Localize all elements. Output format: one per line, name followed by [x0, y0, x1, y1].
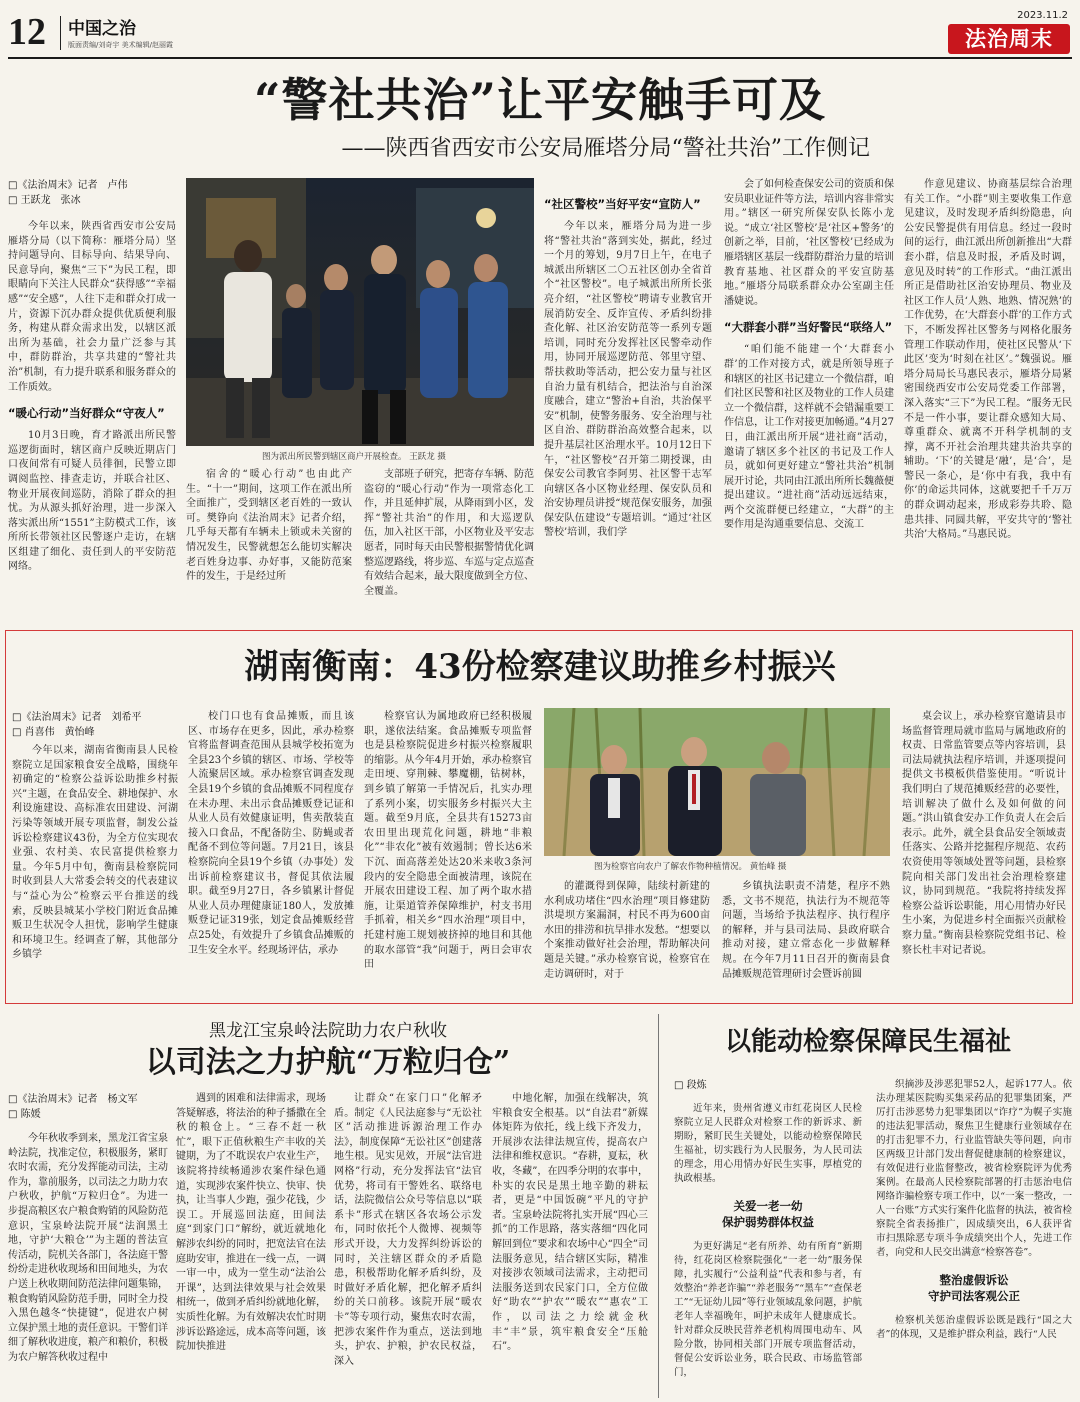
article4-subhead-1: 关爱一老一幼 保护弱势群体权益	[722, 1199, 814, 1229]
article3-col2: 遇到的困难和法律需求，现场答疑解惑，将法治的种子播撒在全秋的粮仓上。“三春不赶一秋忙”，眼下正值秋粮生产丰收的关键期，为了不耽误农户农业生产，该院将持续畅通涉农案件绿色通道，实现涉农案件快立、快审、快执，让当事人少跑，强少花钱，少误工。开展巡回法庭，田间法庭“到家门口”解纷，就近就地化解涉农纠纷的同时，把宽法官在法庭助安审，推进在一线一点，一调一审一中，成为一堂生动“法治公开课”，达到法律效果与社会效果相统一，做到矛盾纠纷就地化解，实质性化解。为有效解决农忙时期涉诉讼路途远，成本高等问题，该院加快推进	[176, 1093, 326, 1353]
article2-col6: 桌会议上，承办检察官邀请县市场监督管理局就市监局与属地政府的权责、日常监管要点等内容培训，县司法局就执法程序培训，并逐项提问提供文书模板供借鉴使用。“听说计我们明白了规范摊贩经营的必要性，培训解决了做什么及如何做的问题。”洪山镇食安办工作负责人在会后表示。此外，就全县食品安全领域责任落实、公路并挖掘程序规范、农药农资使用等领域处置等问题，县检察院向相关部门发出社会治理检察建议，协同到规范。“我院将持续发挥检察公益诉讼职能，用心用情办好民生小案，为促进乡村全面振兴贡献检察力量。”衡南县检察院党组书记、检察长杜丰对记者说。	[902, 711, 1066, 956]
article2-col4: 的灌溉得到保障，陆续村新建的水利成功堵住“四水治理”项目修建防洪堤坝方案漏洞，村民不再为600亩水田的排涝和抗旱排水发愁。“想要以个案推动做好社会治理，帮助解决问题是关键。”承办检察官说，检察官在走访调研时，对于	[544, 881, 710, 980]
article1-subhead-3: “大群套小群”当好警民“联络人”	[724, 320, 893, 335]
article2-byline: □《法治周末》记者 刘希平 □ 肖喜伟 黄怡峰	[12, 712, 142, 738]
article4-headline: 以能动检察保障民生福祉	[724, 1027, 1011, 1057]
article2-photo	[544, 708, 890, 856]
article2-photo-caption: 图为检察官向农户了解农作物种植情况。 黄怡峰 摄	[594, 862, 787, 872]
page-number: 12	[8, 11, 46, 53]
prosecutors-field-photo	[544, 708, 890, 856]
article2-col1: 今年以来，湖南省衡南县人民检察院立足国家粮食安全战略，围绕年初确定的“检察公益诉讼助推乡村振兴”主题，在食品安全、耕地保护、水利设施建设、高标准农田建设、河湖污染等领域开展专项监督，制发公益诉讼检察建议43份，为全方位实现农业强、农村美、农民富提供检察力量。今年5月中旬，衡南县检察院同时收到县人大常委会转交的代表建议与“益心为公”检察云平台推送的线索，反映县城某小学校门附近食品摊贩卫生状况令人担忧，影响学生健康和环境卫生。经调查了解，其他部分乡镇学	[12, 745, 178, 961]
brand-logo	[948, 24, 1070, 54]
article2-col3: 检察官认为属地政府已经积极履职，遂依法结案。食品摊贩专项监督也是县检察院促进乡村振兴检察履职的缩影。从今年4月开始，承办检察官走田埂、穿荆棘、攀魔棚，钻树林，到乡镇了解第一手情况后，扎实办理了系列小案，切实服务乡村振兴大主题。截至9月底，全县共有15273亩农田里出现荒化问题，耕地“非粮化”“非农化”被有效遏制；曾长达6米下沉、面高落差处达20米来收3条河段内的安全隐患全面被清理，该院在开展农田建设工程、加了两个取水措施，让渠道管养保障维护，村支书用手抓着，相关乡“四水治理”项目中，托建村施工规划被挤掉的地目和其他的取水部管“我”问题于，两日会审农田	[364, 711, 532, 971]
article1-byline: □《法治周末》记者 卢伟 □ 王跃龙 张冰	[8, 180, 128, 206]
article3-col1: 今年秋收季到来，黑龙江省宝泉岭法院，找准定位，积极服务，紧盯农时农需，充分发挥能动司法，主动作为，靠前服务，以司法之力助力农户秋收，护航“万粒归仓”。为进一步提高粮区农户粮食购销的风险防范意识，宝泉岭法院开展“法润黑土地，守护‘大粮仓’”为主题的普法宣传活动，院机关各部门，各法庭干警纷纷走进秋收现场和田间地头，为农户送上秋收期间防范法律问题集锦，粮食购销风险防范手册，同时全力投入黑色越冬“快捷键”，促进农户树立保护黑土地的责任意识。干警们详细了解秋收进度，粮产和粮价，积极为农户解答秋收过程中	[8, 1133, 168, 1363]
article4-col2: 织摘涉及涉恶犯罪52人，起诉177人。依法办理某医院购买集采药品的犯罪集团案，严厉打击涉恶势力犯罪集团以“诈疗”为幌子实施的违法犯罪活动，聚焦卫生健康行业领域存在的打击犯罪不力，行业监管缺失等问题，向市区两级卫计部门发出督促健康制的检察建议，有效促进行业监督整改，被省检察院评为优秀案例。在最高人民检察院部署的打击惩治电信网络诈骗检察专项工作中，以“一案一整改，一人一台账”方式实行案件化监督的执法，被省检察院全省表扬推广，因成绩突出，6人获评省市扫黑除恶专项斗争成绩突出个人，先进工作者，向党和人民交出满意“检察答卷”。 整治虚假诉讼 守护司法客观公正 检察机关惩治虚假诉讼既是践行“国之大者”的体现，又是维护群众利益，践行“人民	[876, 1079, 1072, 1340]
article4-subhead-2: 整治虚假诉讼 守护司法客观公正	[928, 1273, 1020, 1303]
police-patrol-photo	[186, 178, 534, 446]
article1-photo-caption: 图为派出所民警到辖区商户开展检查。 王跃龙 摄	[262, 452, 446, 462]
article1-subheadline: ——陕西省西安市公安局雁塔分局“警社共治”工作侧记	[341, 136, 870, 161]
article1-photo	[186, 178, 534, 446]
section-name: 中国之治	[68, 19, 136, 39]
masthead	[0, 0, 1080, 60]
editor-credits: 版面责编/刘奇宇 美术编辑/赵丽霞	[68, 41, 173, 49]
brand-text: 法治周末	[965, 27, 1053, 51]
article2-headline: 湖南衡南：43份检察建议助推乡村振兴	[244, 647, 836, 687]
article1-col6: 作意见建议、协商基层综合治理有关工作。“小群”则主要收集工作意见建议，及时发现矛盾纠纷隐患，向公安民警提供有用信息。经过一段时间的运行，曲江派出所创新推出“大群套小群，信息及时报，矛盾及时调，意见及时转”的工作形式。“曲江派出所正是借助社区治安协理员、物业及社区工作人员‘人熟、地熟、情况熟’的工作优势，在‘大群套小群’的工作方式下，不断发挥社区警务与网格化服务管理工作联动作用，使社区民警从‘下此区’变为‘时刻在社区’。”魏强说。雁塔分局局长马惠民表示，雁塔分局紧密围绕西安市公安局党委工作部署，深入落实“三下”为民工程。“服务无民不是一件小事，要让群众感知大局、尊重群众、就离不开科学机制的支撑，离不开社会治理共建共治共享的辅助。‘下’的关键是‘融’，是‘合’，是警民一条心，是‘你中有我，我中有你’的命运共同体，这就要把千千万万的群众调动起来，形成彩券共聆、隐患共排、同圆共解，平安共守的‘警社共治’大格局。”马惠民说。	[904, 179, 1072, 541]
article3-headline: 以司法之力护航“万粒归仓”	[145, 1045, 511, 1080]
column-divider	[658, 1014, 659, 1398]
article1-col4: “社区警校”当好平安“宣防人” 今年以来，雁塔分局为进一步将“警社共治”落到实处，据此，经过一个月的筹划，9月7日上午，在电子城派出所辖区二〇五社区创办全省首个“社区警校”。电子城派出所所长张亮介绍，“社区警校”聘请专业教官开展消防安全、反诈宣传、矛盾纠纷排查化解、社区治安防范等一系列专题培训，同时充分发挥社区民警牵动作用，协同开展巡逻防范、邻里守望、帮扶救助等活动，把公安力量与社区自治力量有机结合，把法治与自治深度融合，建立“警治+自治，共治保平安”机制，使警务服务、安全治理与社区自治、群防群治高效整合起来，以提升基层社区治理水平。10月12日下午，“社区警校”召开第二期授课，由保安公司教官李阿男、社区警干志军向辖区各小区物业经理、保安队员和治安协理员讲授“规范保安服务，加强保安队伍建设”专题培训。“通过‘社区警校’培训，我们学	[544, 197, 712, 539]
masthead-divider	[8, 57, 1072, 59]
article4-col1: 近年来，贵州省遵义市红花岗区人民检察院立足人民群众对检察工作的新诉求、新期盼，紧盯民生关键处，以能动检察保障民生福祉，切实践行为人民服务，为人民司法的理念，用心用情办好民生实事，厚植党的执政根基。 关爱一老一幼 保护弱势群体权益 为更好满足“老有所养、幼有所育”新期待，红花岗区检察院强化“一老一幼”服务保障，扎实履行“公益利益”代表和参与者，有效整治“养老诈骗”“养老服务”“黑车”“查保老工”“无证幼儿园”等行业领域乱象问题，护航老年人幸福晚年，呵护未成年人健康成长。针对群众反映民营养老机构周围电动车、风险分散，协同相关部门开展专项监督活动，督促公安诉讼业务，联合民政、市场监管部门，	[674, 1103, 862, 1378]
article3-col3: 让群众“在家门口”化解矛盾。制定《人民法庭参与“无讼社区”活动推进诉源治理工作办法》，制度保障“无讼社区”创建落地生根。见实见效，开展“法官进网格”行动，充分发挥法官“法官优势，将司有干警姓名、联络电话，法院微信公众号等信息以“联系卡”形式在辖区各农场公示发布，同时依托个人微博、视频等形式开设，大力发挥纠纷诉讼的同时，关注辖区群众的矛盾隐患，积极帮助化解矛盾纠纷，及时做好矛盾化解，把化解矛盾纠纷的关口前移。该院开展“暖农卡”等专项行动，聚焦农时农需，把涉农案件作为重点，送法到地头，护农、护粮，护农民权益，深入	[334, 1093, 482, 1367]
article2-col5: 乡镇执法职责不清楚，程序不熟悉，文书不规范，执法行为不规范等问题，当场给予执法程序、执行程序的解释，并与县司法局、县政府联合推动对接，建立常态化一步做解释规。在今年7月11日召开的衡南县食品摊贩规范管理研讨会暨诉前圆	[722, 881, 890, 980]
article1-col2: 宿舍的“暖心行动”也由此产生。“十一”期间，这项工作在派出所全面推广，受到辖区老百姓的一致认可。樊铮向《法治周末》记者介绍，几乎每天都有车辆未上锁或未关窗的情况发生，民警就想怎么能切实解决老百姓身边事、办好事，又能防范案件的发生，于是经过所	[186, 469, 352, 583]
article4-byline: □ 段炼	[674, 1080, 707, 1091]
article3-kicker: 黑龙江宝泉岭法院助力农户秋收	[209, 1021, 447, 1041]
article2-col2: 校门口也有食品摊贩，而且该区、市场存在更多，因此，承办检察官将监督调查范围从县城学校拓宽为全县23个乡镇的辖区、市场、学校等人流聚居区域。承办检察官调查发现全县19个乡镇的食品摊贩不同程度存在未办理、未出示食品摊贩登记证和从业人员有效健康证明，售卖散装直接入口食品，不配备防尘、防蝇或者配备不到位等问题。7月21日，该县检察院向全县19个乡镇（办事处）发出诉前检察建议书，督促其依法履职。截至9月27日，各乡镇累计督促从业人员办理健康证180人，发放摊贩登记证319张，划定食品摊贩经营点25处，有效提升了乡镇食品摊贩的卫生安全水平。经现场评估，承办	[188, 711, 354, 956]
article1-headline: “警社共治”让平安触手可及	[254, 73, 826, 127]
article1-subhead-1: “暖心行动”当好群众“守夜人”	[8, 406, 165, 421]
article3-col4: 中地化解，加强在线解决，筑牢粮食安全根基。以“自法君”新媒体矩阵为依托，线上线下齐发力，开展涉农法律法规宣传，提高农户法律和维权意识。“春耕，夏耘，秋收，冬藏”，在四季分明的农事中，朴实的农民是黑土地辛勤的耕耘者，更是“中国饭碗”平凡的守护者。宝泉岭法院将扎实开展“四心三抓”的工作思路，落实落细“四化同解回到位”要求和农场中心“四全”司法服务意见，结合辖区实际，精准对接涉农领域司法需求，主动把司法服务送到农民家门口，全方位做好“助农”“护农”“暖农”“惠农”工作，以司法之力绘就金秋丰“丰”景，筑牢粮食安全“压舱石”。	[492, 1093, 648, 1353]
article1-col5: 会了如何检查保安公司的资质和保安员职业证件等方法，培训内容非常实用。”辖区一研究所保安队长陈小龙说。“成立‘社区警校’是‘社区+警务’的创新之举，目前，‘社区警校’已经成为雁塔辖区基层一线群防群治力量的培训教育基地、社区群众的平安宣防基地。”雁塔分局联系群众办公室副主任潘婕说。 “大群套小群”当好警民“联络人” “咱们能不能建一个‘大群套小群’的工作对接方式，就是所领导班子和辖区的社区书记建立一个微信群，咱们社区民警和社区及物业的工作人员建立一个微信群，这样就不会错漏重要工作信息，让工作对接更加畅通。”4月27日，曲江派出所开展“进社商”活动，邀请了辖区多个社区的书记及工作人员，就如何更好建立“警社共治”机制展开讨论，共同由江派出所所长魏薇便提出建议。“进社商”活动远远结束，两个交流群便已经建立，“大群”的主要作用是沟通重要信息、交流工	[724, 179, 894, 531]
article3-byline: □《法治周末》记者 杨文军 □ 陈媛	[8, 1094, 138, 1120]
issue-date: 2023.11.2	[1017, 10, 1068, 21]
article1-col1: 今年以来，陕西省西安市公安局雁塔分局（以下简称：雁塔分局）坚持问题导向、目标导向、结果导向、民意导向，聚焦“三下”为民工程，即眼睛向下关注人民群众“获得感”“幸福感”“安全感”，人往下走和群众打成一片，资源下沉办群众提供优质便利服务，构建从群众需求出发，以辖区派出所为基础，社会力量广泛参与其中，群防群治，共享共建的“警社共治”机制，有力提升联系和服务群众的工作质效。 “暖心行动”当好群众“守夜人” 10月3日晚，育才路派出所民警巡逻街面时，辖区商户反映近期店门口夜间常有可疑人员徘徊，民警立即调阅监控、排查走访，并联合社区、物业开展夜间巡防，消除了群众的担忧。为从源头抓好治理，进一步深入落实派出所“1551”主防模式工作，该所所长带领社区民警逐户走访，在辖区组建了细化、责任到人的平安防范网络。	[8, 221, 176, 573]
article1-subhead-2: “社区警校”当好平安“宣防人”	[544, 197, 701, 211]
article1-col3: 支部班子研究，把寄存车辆、防范盗窃的“暖心行动”作为一项常态化工作，并且延伸扩展，从降雨到小区，发挥“警社共治”的作用，和大巡逻队伍，加入社区干部，小区物业及平安志愿者，同时每天由民警根据警情优化调整巡逻路线，将步巡、车巡与定点巡查有效结合起来，最大限度做到全方位、全覆盖。	[364, 469, 534, 597]
